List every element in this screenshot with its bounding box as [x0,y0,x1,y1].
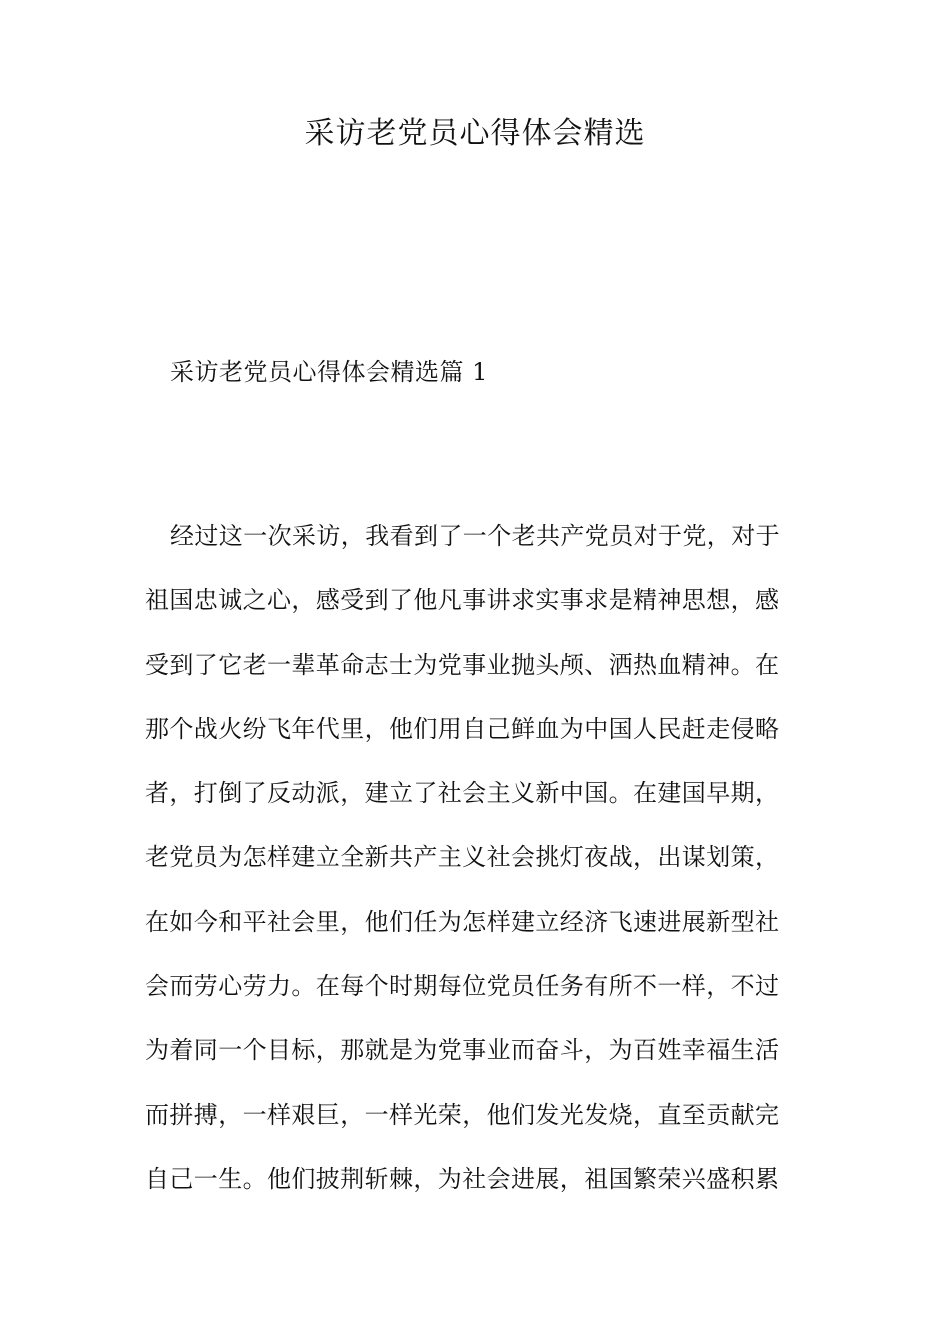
paragraph-line: 而拼搏，一样艰巨，一样光荣，他们发光发烧，直至贡献完 [145,1100,780,1129]
paragraph-line: 自己一生。他们披荆斩棘，为社会进展，祖国繁荣兴盛积累 [145,1164,780,1193]
paragraph-line: 经过这一次采访，我看到了一个老共产党员对于党，对于 [170,522,780,550]
document-title: 采访老党员心得体会精选 [304,116,646,151]
paragraph-line: 为着同一个目标，那就是为党事业而奋斗，为百姓幸福生活 [145,1036,780,1065]
paragraph-line: 受到了它老一辈革命志士为党事业抛头颅、洒热血精神。在 [145,650,780,679]
body-paragraph [145,516,810,1223]
paragraph-line: 那个战火纷飞年代里，他们用自己鲜血为中国人民赶走侵略 [145,714,780,743]
paragraph-line: 会而劳心劳力。在每个时期每位党员任务有所不一样，不过 [145,972,780,1001]
paragraph-line: 老党员为怎样建立全新共产主义社会挑灯夜战，出谋划策， [145,843,780,872]
paragraph-line: 者，打倒了反动派，建立了社会主义新中国。在建国早期， [145,779,780,808]
section-heading: 采访老党员心得体会精选篇 1 [170,358,488,386]
paragraph-line: 祖国忠诚之心，感受到了他凡事讲求实事求是精神思想，感 [145,586,780,615]
paragraph-line: 在如今和平社会里，他们任为怎样建立经济飞速进展新型社 [145,907,780,936]
